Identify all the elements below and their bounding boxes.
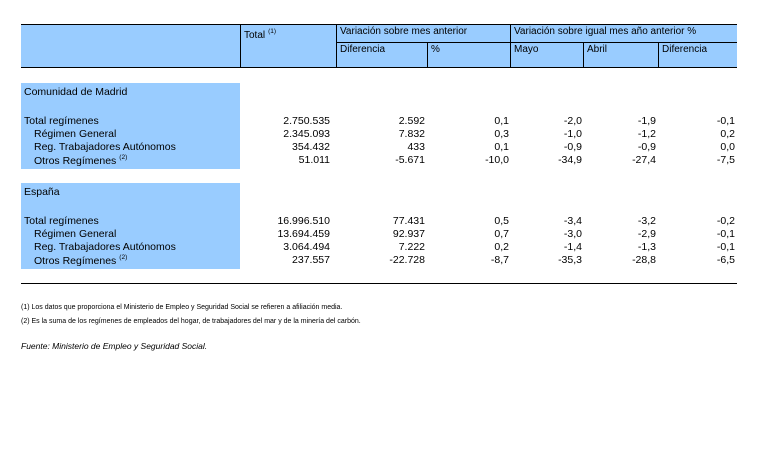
row-label-wrap <box>34 154 127 167</box>
cell-total: 51.011 <box>298 154 330 166</box>
cell-diferencia: 7.832 <box>398 128 425 140</box>
cell-mayo: -35,3 <box>558 254 582 266</box>
cell-total: 2.750.535 <box>283 115 330 127</box>
header-pct-label: % <box>431 44 440 55</box>
header-bottom-rule <box>21 67 737 68</box>
section-title: España <box>24 186 60 198</box>
footnote: (2) Es la suma de los regímenes de empleados del hogar, de trabajadores del mar y de la minería del carbón. <box>21 318 361 325</box>
cell-pct: -8,7 <box>490 254 509 266</box>
header-diferencia-label: Diferencia <box>340 44 386 55</box>
header-divider <box>583 42 584 67</box>
cell-total: 16.996.510 <box>277 215 330 227</box>
cell-pct: 0,7 <box>494 228 509 240</box>
header-divider <box>427 42 428 67</box>
cell-total: 2.345.093 <box>283 128 330 140</box>
table-bottom-rule <box>21 283 737 284</box>
header-var-anio-cell <box>511 25 737 42</box>
header-pct-cell <box>428 43 510 67</box>
row-label: Régimen General <box>34 228 117 240</box>
section-title: Comunidad de Madrid <box>24 86 128 98</box>
cell-diferencia: 7.222 <box>398 241 425 253</box>
cell-mayo: -3,0 <box>563 228 582 240</box>
cell-pct: 0,1 <box>494 141 509 153</box>
cell-abril: -28,8 <box>632 254 656 266</box>
cell-mayo: -1,4 <box>563 241 582 253</box>
header-total-label: Total <box>244 30 266 41</box>
cell-diferencia2: 0,2 <box>720 128 735 140</box>
header-diferencia2-label: Diferencia <box>662 44 708 55</box>
row-label: Otros Regímenes <box>34 155 117 167</box>
cell-pct: -10,0 <box>485 154 509 166</box>
header-var-anio-label: Variación sobre igual mes año anterior % <box>514 26 697 37</box>
cell-mayo: -2,0 <box>563 115 582 127</box>
cell-mayo: -3,4 <box>563 215 582 227</box>
cell-abril: -2,9 <box>637 228 656 240</box>
cell-mayo: -1,0 <box>563 128 582 140</box>
header-abril-label: Abril <box>587 44 608 55</box>
header-mayo-label: Mayo <box>514 44 539 55</box>
cell-mayo: -0,9 <box>563 141 582 153</box>
footnote: (1) Los datos que proporciona el Ministerio de Empleo y Seguridad Social se refieren a afiliación media. <box>21 304 343 311</box>
cell-total: 237.557 <box>292 254 330 266</box>
cell-mayo: -34,9 <box>558 154 582 166</box>
cell-diferencia2: -0,1 <box>716 228 735 240</box>
row-note: (2) <box>119 254 128 261</box>
row-label: Otros Regímenes <box>34 255 117 267</box>
header-mayo-cell <box>511 43 583 67</box>
cell-abril: -27,4 <box>632 154 656 166</box>
header-divider <box>510 24 511 67</box>
cell-diferencia2: -0,2 <box>716 215 735 227</box>
row-note: (2) <box>119 154 128 161</box>
header-diferencia2-cell <box>659 43 737 67</box>
header-mid-rule <box>336 42 737 43</box>
cell-diferencia: 2.592 <box>398 115 425 127</box>
cell-diferencia: 77.431 <box>392 215 425 227</box>
cell-total: 3.064.494 <box>283 241 330 253</box>
cell-pct: 0,2 <box>494 241 509 253</box>
header-var-mes-label: Variación sobre mes anterior <box>340 26 468 37</box>
header-divider <box>658 42 659 67</box>
cell-total: 354.432 <box>292 141 330 153</box>
cell-diferencia: -22.728 <box>389 254 425 266</box>
source-line: Fuente: Ministerio de Empleo y Seguridad Social. <box>21 341 208 351</box>
cell-diferencia2: -6,5 <box>716 254 735 266</box>
cell-diferencia: -5.671 <box>395 154 425 166</box>
cell-diferencia2: -7,5 <box>716 154 735 166</box>
cell-abril: -1,3 <box>637 241 656 253</box>
cell-abril: -0,9 <box>637 141 656 153</box>
header-var-mes-cell <box>337 25 510 42</box>
cell-diferencia2: -0,1 <box>716 241 735 253</box>
cell-abril: -1,2 <box>637 128 656 140</box>
header-divider <box>240 24 241 67</box>
cell-pct: 0,3 <box>494 128 509 140</box>
cell-pct: 0,5 <box>494 215 509 227</box>
cell-diferencia: 433 <box>407 141 425 153</box>
header-divider <box>336 24 337 67</box>
row-label: Régimen General <box>34 128 117 140</box>
header-total-note: (1) <box>268 28 277 35</box>
cell-diferencia: 92.937 <box>392 228 425 240</box>
row-label-wrap <box>34 254 127 267</box>
cell-diferencia2: 0,0 <box>720 141 735 153</box>
header-diferencia-cell <box>337 43 427 67</box>
row-label: Total regímenes <box>24 115 99 127</box>
cell-total: 13.694.459 <box>277 228 330 240</box>
row-label: Reg. Trabajadores Autónomos <box>34 241 176 253</box>
row-label: Total regímenes <box>24 215 99 227</box>
cell-pct: 0,1 <box>494 115 509 127</box>
cell-abril: -3,2 <box>637 215 656 227</box>
row-label: Reg. Trabajadores Autónomos <box>34 141 176 153</box>
header-abril-cell <box>584 43 658 67</box>
header-stub-cell <box>21 25 240 67</box>
cell-diferencia2: -0,1 <box>716 115 735 127</box>
header-total-cell <box>241 25 336 67</box>
cell-abril: -1,9 <box>637 115 656 127</box>
